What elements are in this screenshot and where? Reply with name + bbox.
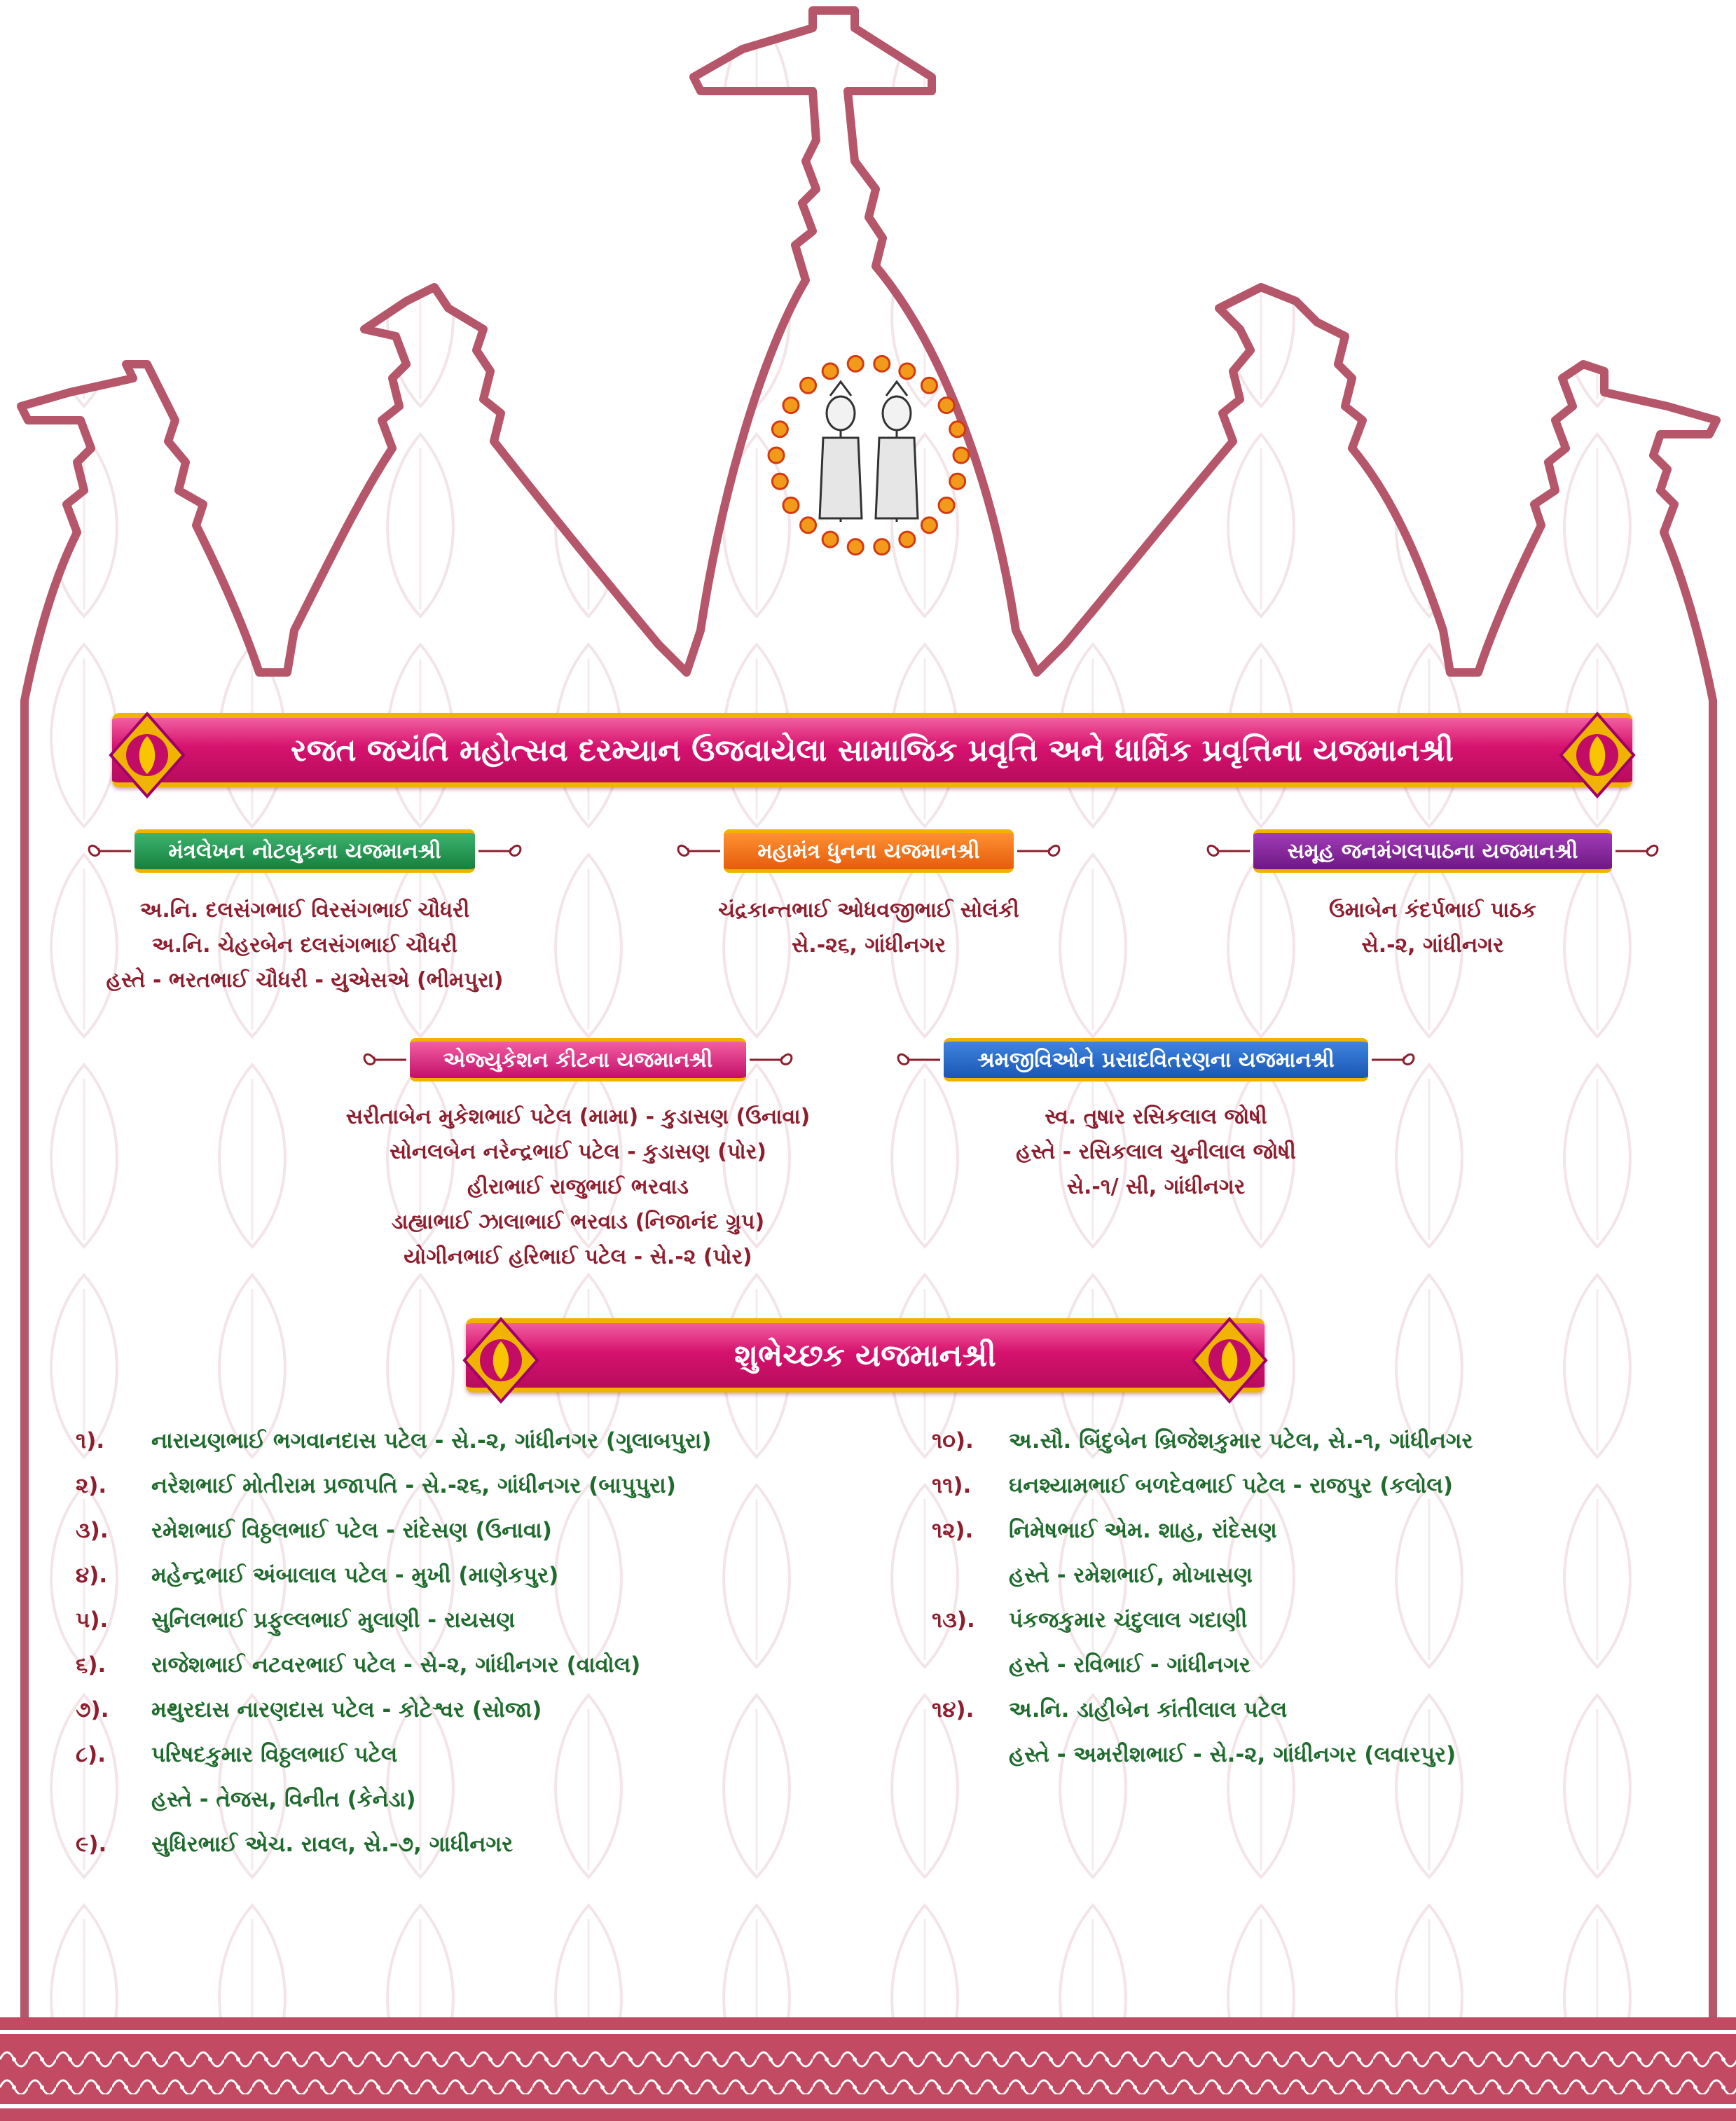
name-line: ચંદ્રકાન્તભાઈ ઓધવજીભાઈ સોલંકી (718, 898, 1019, 923)
flourish-left-icon (361, 1046, 410, 1074)
list-item (76, 1777, 881, 1822)
well-wishers-title: શુભેચ્છક યજમાનશ્રી (734, 1337, 996, 1374)
section-heading-prasad (879, 1037, 1433, 1083)
flourish-left-icon (895, 1046, 944, 1074)
list-number: ૪). (76, 1563, 108, 1588)
flourish-right-icon (1368, 1046, 1417, 1074)
list-item (932, 1598, 1695, 1643)
list-text: નરેશભાઈ મોતીરામ પ્રજાપતિ - સે.-૨૬, ગાંધીનગર (બાપુપુરા) (151, 1473, 676, 1498)
name-line: સોનલબેન નરેન્દ્રભાઈ પટેલ - કુડાસણ (પોર) (389, 1140, 767, 1164)
section-names-education-kit (294, 1100, 862, 1275)
flower-bead (874, 356, 890, 371)
flourish-left-icon (1204, 837, 1253, 865)
list-item (932, 1508, 1695, 1553)
list-item (76, 1598, 881, 1643)
flower-bead (874, 539, 890, 555)
list-number: ૮). (76, 1742, 106, 1767)
heading-pill: શ્રમજીવિઓને પ્રસાદવિતરણના યજમાનશ્રી (944, 1038, 1368, 1082)
flower-bead (848, 356, 863, 371)
flower-bead (950, 422, 965, 437)
left-ornament-icon (105, 708, 189, 802)
flower-bead (822, 364, 838, 379)
list-text: સુનિલભાઈ પ્રફુલ્લભાઈ મુલાણી - રાયસણ (151, 1608, 516, 1633)
list-item (76, 1553, 881, 1598)
right-ornament-icon (1187, 1313, 1272, 1407)
list-text: અ.નિ. ડાહીબેન કાંતીલાલ પટેલ (1009, 1697, 1288, 1722)
flower-bead (900, 532, 915, 547)
name-line: હીરાભાઈ રાજુભાઈ ભરવાડ (467, 1175, 689, 1199)
list-number: ૨). (76, 1473, 107, 1498)
list-text: નિમેષભાઈ એમ. શાહ, રાંદેસણ (1009, 1518, 1277, 1543)
flower-bead (848, 539, 863, 555)
right-ornament-icon (1555, 708, 1639, 802)
name-line: અ.નિ. દલસંગભાઈ વિરસંગભાઈ ચૌધરી (139, 898, 470, 923)
name-line: ડાહ્યાભાઈ ઝાલાભાઈ ભરવાડ (નિજાનંદ ગ્રુપ) (391, 1210, 765, 1234)
list-item (76, 1732, 881, 1777)
list-item (932, 1463, 1695, 1508)
flower-bead (921, 378, 937, 393)
flower-bead (801, 378, 816, 393)
list-text: નારાયણભાઈ ભગવાનદાસ પટેલ - સે.-૨, ગાંધીનગર (ગુલાબપુરા) (151, 1428, 712, 1453)
flower-bead (900, 364, 915, 379)
list-number: ૧). (76, 1428, 105, 1453)
list-text: હસ્તે - રવિભાઈ - ગાંધીનગર (1009, 1652, 1251, 1678)
flourish-right-icon (475, 837, 524, 865)
list-number: ૬). (76, 1652, 106, 1678)
flourish-left-icon (675, 837, 724, 865)
name-line: હસ્તે - ભરતભાઈ ચૌધરી - યુએસએ (ભીમપુરા) (106, 968, 504, 993)
heading-pill: સમૂહ જનમંગલપાઠના યજમાનશ્રી (1253, 829, 1611, 873)
well-wishers-banner (466, 1318, 1265, 1393)
list-text: મથુરદાસ નારણદાસ પટેલ - કોટેશ્વર (સોજા) (151, 1697, 542, 1722)
flower-bead (822, 532, 838, 547)
bottom-border-pattern (0, 2017, 1736, 2121)
list-item (76, 1687, 881, 1732)
name-line: સ્વ. તુષાર રસિકલાલ જોષી (1045, 1105, 1267, 1129)
flower-bead (772, 422, 787, 437)
list-text: સુધિરભાઈ એચ. રાવલ, સે.-૭, ગાધીનગર (151, 1832, 514, 1857)
list-item (76, 1643, 881, 1687)
name-line: સે.-૧/ સી, ગાંધીનગર (1066, 1175, 1246, 1199)
list-text: પરિષદકુમાર વિઠ્ઠલભાઈ પટેલ (151, 1742, 398, 1767)
section-heading-mantralekhan (39, 828, 571, 874)
list-item (76, 1822, 881, 1867)
list-text: રાજેશભાઈ નટવરભાઈ પટેલ - સે-૨, ગાંધીનગર (વાવોલ) (151, 1652, 641, 1678)
deity-figures-icon (820, 382, 918, 522)
name-line: અ.નિ. ચેહરબેન દલસંગભાઈ ચૌધરી (151, 933, 458, 958)
list-text: અ.સૌ. બિંદુબેન બ્રિજેશકુમાર પટેલ, સે.-૧, ગાંધીનગર (1009, 1428, 1473, 1453)
section-names-janmangal (1163, 893, 1702, 963)
heading-pill: એજ્યુકેશન કીટના યજમાનશ્રી (410, 1038, 747, 1082)
list-number: ૧૩). (932, 1608, 975, 1633)
list-number: ૧૪). (932, 1697, 974, 1722)
name-line: સરીતાબેન મુકેશભાઈ પટેલ (મામા) - કુડાસણ (ઉનાવા) (345, 1105, 811, 1129)
name-line: ઉમાબેન કંદર્પભાઈ પાઠક (1329, 898, 1536, 923)
flower-bead (772, 474, 787, 489)
list-item (76, 1463, 881, 1508)
list-text: મહેન્દ્રભાઈ અંબાલાલ પટેલ - મુખી (માણેકપુર) (151, 1563, 559, 1588)
list-number: ૫). (76, 1608, 109, 1633)
flourish-right-icon (1014, 837, 1063, 865)
list-text: પંકજકુમાર ચંદુલાલ ગદાણી (1009, 1608, 1248, 1633)
list-item (932, 1732, 1695, 1777)
name-line: હસ્તે - રસિકલાલ ચુનીલાલ જોષી (1016, 1140, 1296, 1164)
list-text: હસ્તે - અમરીશભાઈ - સે.-૨, ગાંધીનગર (લવારપુર) (1009, 1742, 1456, 1767)
list-number (932, 1732, 1009, 1777)
flower-bead (950, 474, 965, 489)
name-line: સે.-૨૬, ગાંધીનગર (792, 933, 946, 958)
flower-bead (769, 448, 784, 463)
section-names-mantralekhan (39, 893, 571, 998)
section-heading-education-kit (294, 1037, 862, 1083)
flower-bead (939, 398, 954, 413)
list-text: ઘનશ્યામભાઈ બળદેવભાઈ પટેલ - રાજપુર (કલોલ) (1009, 1473, 1454, 1498)
flower-bead (953, 448, 969, 463)
list-item (932, 1687, 1695, 1732)
list-item (76, 1508, 881, 1553)
section-heading-janmangal (1163, 828, 1702, 874)
list-item (76, 1418, 881, 1463)
main-title-banner (112, 713, 1632, 787)
list-text: હસ્તે - રમેશભાઈ, મોખાસણ (1009, 1563, 1253, 1588)
list-number: ૧૦). (932, 1428, 974, 1453)
left-ornament-icon (459, 1313, 543, 1407)
flower-bead (783, 497, 799, 513)
list-item (932, 1553, 1695, 1598)
list-number (76, 1777, 151, 1822)
deity-emblem (753, 354, 984, 557)
list-item (932, 1643, 1695, 1687)
heading-pill: મંત્રલેખન નોટબુકના યજમાનશ્રી (135, 829, 474, 873)
heading-pill: મહામંત્ર ધુનના યજમાનશ્રી (724, 829, 1013, 873)
section-heading-dhun (602, 828, 1135, 874)
well-wishers-left-list (76, 1418, 881, 1867)
well-wishers-right-list (932, 1418, 1695, 1777)
flourish-right-icon (1612, 837, 1661, 865)
flower-bead (801, 518, 816, 533)
main-title-text: રજત જયંતિ મહોત્સવ દરમ્યાન ઉજવાયેલા સામાજિક પ્રવૃત્તિ અને ધાર્મિક પ્રવૃત્તિના યજમાનશ્રી (290, 732, 1454, 768)
list-number: ૯). (76, 1832, 107, 1857)
flower-bead (921, 518, 937, 533)
flourish-left-icon (85, 837, 135, 865)
list-text: રમેશભાઈ વિઠ્ઠલભાઈ પટેલ - રાંદેસણ (ઉનાવા) (151, 1518, 552, 1543)
list-number (932, 1553, 1009, 1598)
list-number: ૧૧). (932, 1473, 972, 1498)
list-number: ૭). (76, 1697, 109, 1722)
name-line: સે.-૨, ગાંધીનગર (1361, 933, 1504, 958)
section-names-dhun (602, 893, 1135, 963)
flower-bead (939, 497, 954, 513)
list-number: ૧૨). (932, 1518, 974, 1543)
section-names-prasad (879, 1100, 1433, 1205)
name-line: યોગીનભાઈ હરિભાઈ પટેલ - સે.-૨ (પોર) (404, 1245, 752, 1269)
list-number: ૩). (76, 1518, 109, 1543)
flourish-right-icon (746, 1046, 795, 1074)
list-text: હસ્તે - તેજસ, વિનીત (કેનેડા) (151, 1787, 416, 1812)
list-number (932, 1643, 1009, 1687)
flower-bead (783, 398, 799, 413)
list-item (932, 1418, 1695, 1463)
